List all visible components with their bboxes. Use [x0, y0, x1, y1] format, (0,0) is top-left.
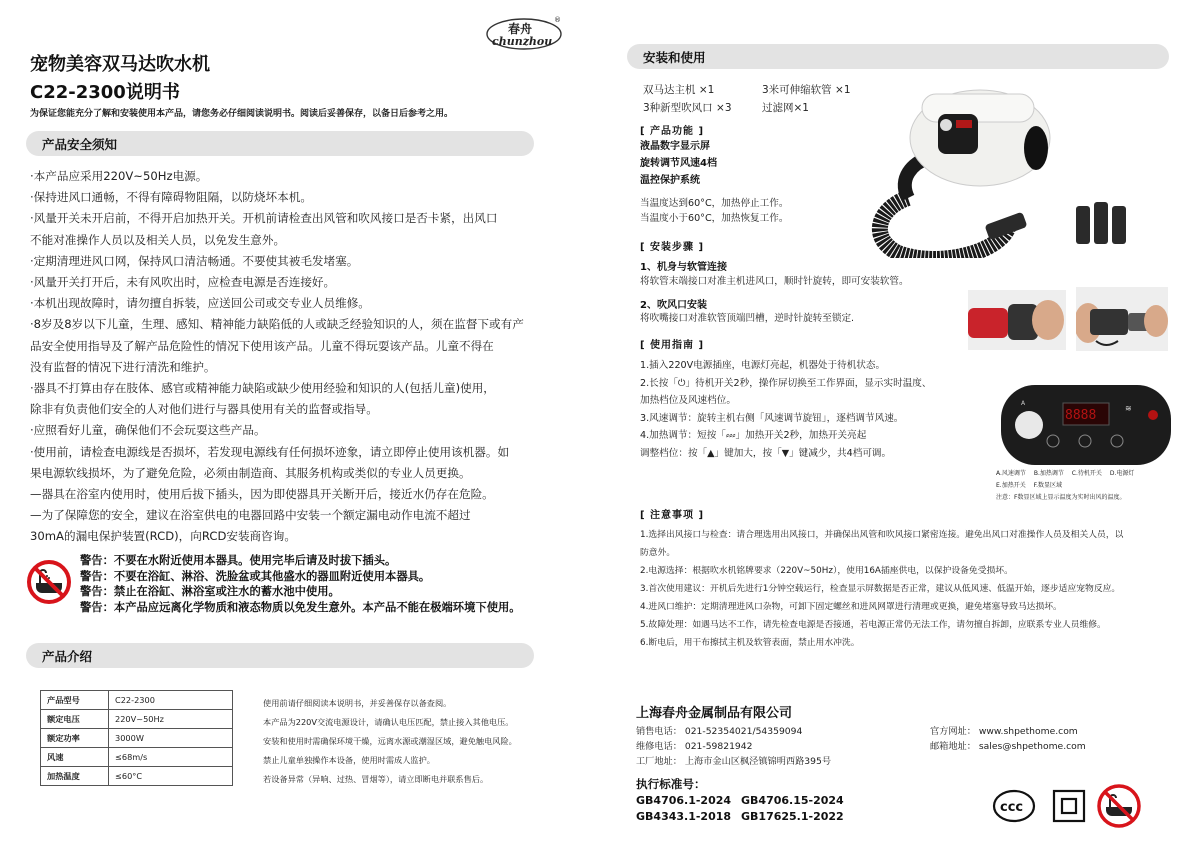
warning-line: 警告：禁止在浴缸、淋浴室或注水的蓄水池中使用。	[80, 585, 340, 599]
temp-note: 当温度达到60°C，加热停止工作。	[640, 198, 789, 209]
control-panel-image	[1001, 385, 1171, 465]
guide-line: 2.长按「⏻」待机开关2秒，操作屏切换至工作界面，显示实时温度、	[640, 377, 932, 389]
safety-line: ·保持进风口通畅，不得有障碍物阻隔，以防烧坏本机。	[30, 190, 312, 205]
note-line: 3.首次使用建议：开机后先进行1分钟空载运行，检查显示屏数据是否正常，建议从低风速、低温开始，逐步适应宠物反应。	[640, 584, 1121, 594]
step2-photo	[1076, 287, 1168, 351]
safety-list	[30, 166, 560, 548]
guide-line: 4.加热调节：短按「⸗⸗⸗」加热开关2秒，加热开关亮起	[640, 430, 867, 441]
note-line: 5.故障处理：如遇马达不工作，请先检查电源是否接通，若电源正常仍无法工作，请勿擅自拆卸，应联系专业人员维修。	[640, 620, 1106, 630]
guide-line: 3.风速调节：旋转主机右侧「风速调节旋钮」，逐档调节风速。	[640, 412, 904, 424]
safety-line: ·8岁及8岁以下儿童，生理、感知、精神能力缺陷低的人或缺乏经验知识的人，须在监督下或有产	[30, 317, 524, 332]
table-row	[41, 729, 233, 748]
warning-list	[80, 553, 521, 616]
spec-key: 产品型号	[41, 691, 109, 710]
table-row	[41, 767, 233, 786]
spec-key: 风速	[41, 748, 109, 767]
panel-label: E.加热开关	[996, 482, 1026, 489]
step1-photo	[968, 290, 1066, 350]
svg-text:春舟: 春舟	[508, 22, 533, 36]
no-bathtub-icon	[26, 559, 72, 605]
section-bar-safety	[26, 131, 534, 156]
spec-note: 禁止儿童单独操作本设备，使用时需成人监护。	[263, 755, 435, 765]
standard-item: GB4706.1-2024	[636, 794, 732, 807]
guide-line: 加热档位及风速档位。	[640, 395, 736, 406]
safety-line: 没有监督的情况下进行清洗和维护。	[30, 359, 216, 374]
spec-note: 若设备异常（异响、过热、冒烟等），请立即断电并联系售后。	[263, 774, 489, 784]
svg-text:chunzhou: chunzhou	[492, 35, 553, 48]
notes-list	[640, 526, 1180, 652]
panel-label: F.数显区域	[1033, 482, 1063, 489]
accessory-item: 3种新型吹风口 ×3	[643, 102, 732, 114]
accessory-item: 双马达主机 ×1	[643, 84, 715, 96]
brand-logo	[486, 16, 564, 50]
step2-text: 将吹嘴接口对准软管顶端凹槽，逆时针旋转至锁定.	[640, 313, 855, 324]
safety-line: ·定期清理进风口网，保持风口清洁畅通。不要使其被毛发堵塞。	[30, 253, 359, 268]
standards-heading: 执行标准号：	[636, 777, 706, 791]
note-line: 防意外。	[640, 548, 676, 558]
spec-value: ≤60°C	[109, 767, 233, 786]
note-line: 6.断电后，用干布擦拭主机及软管表面，禁止用水冲洗。	[640, 638, 860, 648]
function-item: 旋转调节风速4档	[640, 158, 717, 169]
panel-label: D.电源灯	[1109, 470, 1135, 477]
contact-line: 官方网址： www.shpethome.com	[930, 726, 1078, 737]
guide-heading: [ 使用指南 ]	[640, 340, 705, 351]
spec-key: 额定功率	[41, 729, 109, 748]
panel-label: C.待机开关	[1071, 470, 1102, 477]
spec-value: ≤68m/s	[109, 748, 233, 767]
accessory-item: 过滤网×1	[762, 102, 809, 114]
section-bar-install	[627, 44, 1169, 69]
function-item: 温控保护系统	[640, 175, 700, 186]
panel-labels	[996, 468, 1134, 504]
guide-line: 1.插入220V电源插座，电源灯亮起，机器处于待机状态。	[640, 360, 886, 371]
note-line: 1.选择出风接口与检查：请合理选用出风接口，并确保出风管和吹风接口紧密连接。避免出风口对准操作人员及相关人员，以	[640, 530, 1124, 540]
spec-key: 额定电压	[41, 710, 109, 729]
class-two-icon	[1054, 791, 1084, 821]
install-heading: [ 安装步骤 ]	[640, 242, 705, 253]
table-row	[41, 691, 233, 710]
spec-key: 加热温度	[41, 767, 109, 786]
safety-line: ·应照看好儿童，确保他们不会玩耍这些产品。	[30, 423, 266, 438]
spec-note: 安装和使用时需确保环境干燥，远离水源或潮湿区域，避免触电风险。	[263, 736, 517, 746]
svg-text:®: ®	[554, 16, 561, 24]
function-list	[640, 138, 717, 189]
company-name: 上海春舟金属制品有限公司	[636, 706, 793, 721]
manual-title: C22-2300说明书	[30, 82, 180, 103]
temp-note: 当温度小于60°C，加热恢复工作。	[640, 213, 789, 224]
safety-line: ·使用前，请检查电源线是否损坏，若发现电源线有任何损坏迹象，请立即停止使用该机器。如	[30, 444, 510, 459]
intro-text: 为保证您能充分了解和安装使用本产品，请您务必仔细阅读说明书。阅读后妥善保存，以备日后参考之用。	[30, 109, 454, 119]
temp-notes	[640, 196, 788, 226]
notes-heading: [ 注意事项 ]	[640, 510, 705, 521]
warning-line: 警告：不要在浴缸、淋浴、洗脸盆或其他盛水的器皿附近使用本器具。	[80, 569, 431, 583]
spec-value: 3000W	[109, 729, 233, 748]
safety-line: —器具在浴室内使用时，使用后拔下插头，因为即使器具开关断开后，接近水仍存在危险。	[30, 487, 494, 502]
safety-line: ·器具不打算由存在肢体、感官或精神能力缺陷或缺少使用经验和知识的人(包括儿童)使用，	[30, 381, 495, 396]
svg-text:8888: 8888	[1065, 408, 1097, 423]
safety-line: —为了保障您的安全，建议在浴室供电的电器回路中安装一个额定漏电动作电流不超过	[30, 508, 471, 523]
panel-note: 注意：F数显区域上显示温度为实时出风的温度。	[996, 494, 1126, 501]
safety-line: ·风量开关打开后，未有风吹出时，应检查电源是否连接好。	[30, 275, 336, 290]
contacts-left	[636, 724, 831, 769]
section-title-safety: 产品安全须知	[42, 137, 118, 152]
table-row	[41, 748, 233, 767]
safety-line: ·本产品应采用220V~50Hz电源。	[30, 169, 208, 183]
contact-line: 维修电话： 021-59821942	[636, 741, 753, 752]
no-bathtub-mark-icon	[1099, 786, 1139, 826]
contact-line: 工厂地址： 上海市金山区枫泾镇锦明西路395号	[636, 756, 832, 767]
section-title-intro: 产品介绍	[42, 649, 93, 664]
safety-line: 除非有负责他们安全的人对他们进行与器具使用有关的监督或指导。	[30, 402, 378, 417]
accessory-item: 3米可伸缩软管 ×1	[762, 84, 851, 96]
certification-icons	[992, 784, 1142, 830]
step1-title: 1、机身与软管连接	[640, 262, 727, 273]
spec-note: 使用前请仔细阅读本说明书，并妥善保存以备查阅。	[263, 698, 452, 708]
note-line: 4.进风口维护：定期清理进风口杂物，可卸下固定螺丝和进风网罩进行清理或更换，避免堵塞导致马达损坏。	[640, 602, 1062, 612]
spec-table	[40, 690, 233, 786]
section-bar-intro	[26, 643, 534, 668]
ccc-mark-icon	[994, 791, 1034, 821]
step1-text: 将软管末端接口对准主机进风口，顺时针旋转，即可安装软管。	[640, 276, 909, 287]
spec-note: 本产品为220V交流电源设计，请确认电压匹配，禁止接入其他电压。	[263, 717, 514, 727]
dryer-product-image	[868, 78, 1168, 258]
spec-value: C22-2300	[109, 691, 233, 710]
note-line: 2.电源选择：根据吹水机铭牌要求（220V~50Hz），使用16A插座供电，以保护设备免受损坏。	[640, 566, 1013, 576]
standard-item: GB17625.1-2022	[741, 810, 844, 823]
safety-line: 果电源软线损坏，为了避免危险，必须由制造商、其服务机构或类似的专业人员更换。	[30, 465, 471, 480]
warning-line: 警告：不要在水附近使用本器具。使用完毕后请及时拔下插头。	[80, 554, 397, 567]
safety-line: 品安全使用指导及了解产品危险性的情况下使用该产品。儿童不得玩耍该产品。儿童不得在	[30, 338, 494, 353]
product-title: 宠物美容双马达吹水机	[30, 54, 210, 75]
svg-text:≋: ≋	[1125, 404, 1132, 413]
section-title-install: 安装和使用	[643, 50, 706, 65]
safety-line: ·本机出现故障时，请勿擅自拆装，应送回公司或交专业人员维修。	[30, 296, 370, 311]
function-heading: [ 产品功能 ]	[640, 126, 705, 137]
spec-notes	[263, 694, 517, 789]
contact-line: 邮箱地址： sales@shpethome.com	[930, 741, 1086, 752]
warning-line: 警告：本产品应远离化学物质和液态物质以免发生意外。本产品不能在极端环境下使用。	[80, 601, 521, 615]
standard-item: GB4343.1-2018	[636, 810, 732, 823]
guide-list	[640, 357, 931, 462]
panel-label: A.风速调节	[996, 470, 1026, 477]
safety-line: ·风量开关未开启前，不得开启加热开关。开机前请检查出风管和吹风接口是否卡紧，出风口	[30, 211, 498, 226]
spec-value: 220V~50Hz	[109, 710, 233, 729]
svg-text:ccc: ccc	[1000, 800, 1024, 815]
panel-label: B.加热调节	[1033, 470, 1064, 477]
step2-title: 2、吹风口安装	[640, 300, 707, 311]
function-item: 液晶数字显示屏	[640, 141, 710, 152]
contact-line: 销售电话： 021-52354021/54359094	[636, 726, 803, 737]
svg-text:A: A	[1021, 400, 1026, 407]
standard-item: GB4706.15-2024	[741, 794, 844, 807]
contacts-right	[930, 724, 1086, 754]
safety-line: 不能对准操作人员以及相关人员，以免发生意外。	[30, 232, 286, 247]
table-row	[41, 710, 233, 729]
guide-line: 调整档位：按「▲」键加大，按「▼」键减少，共4档可调。	[640, 447, 892, 459]
safety-line: 30mA的漏电保护装置(RCD)，向RCD安装商咨询。	[30, 529, 296, 544]
